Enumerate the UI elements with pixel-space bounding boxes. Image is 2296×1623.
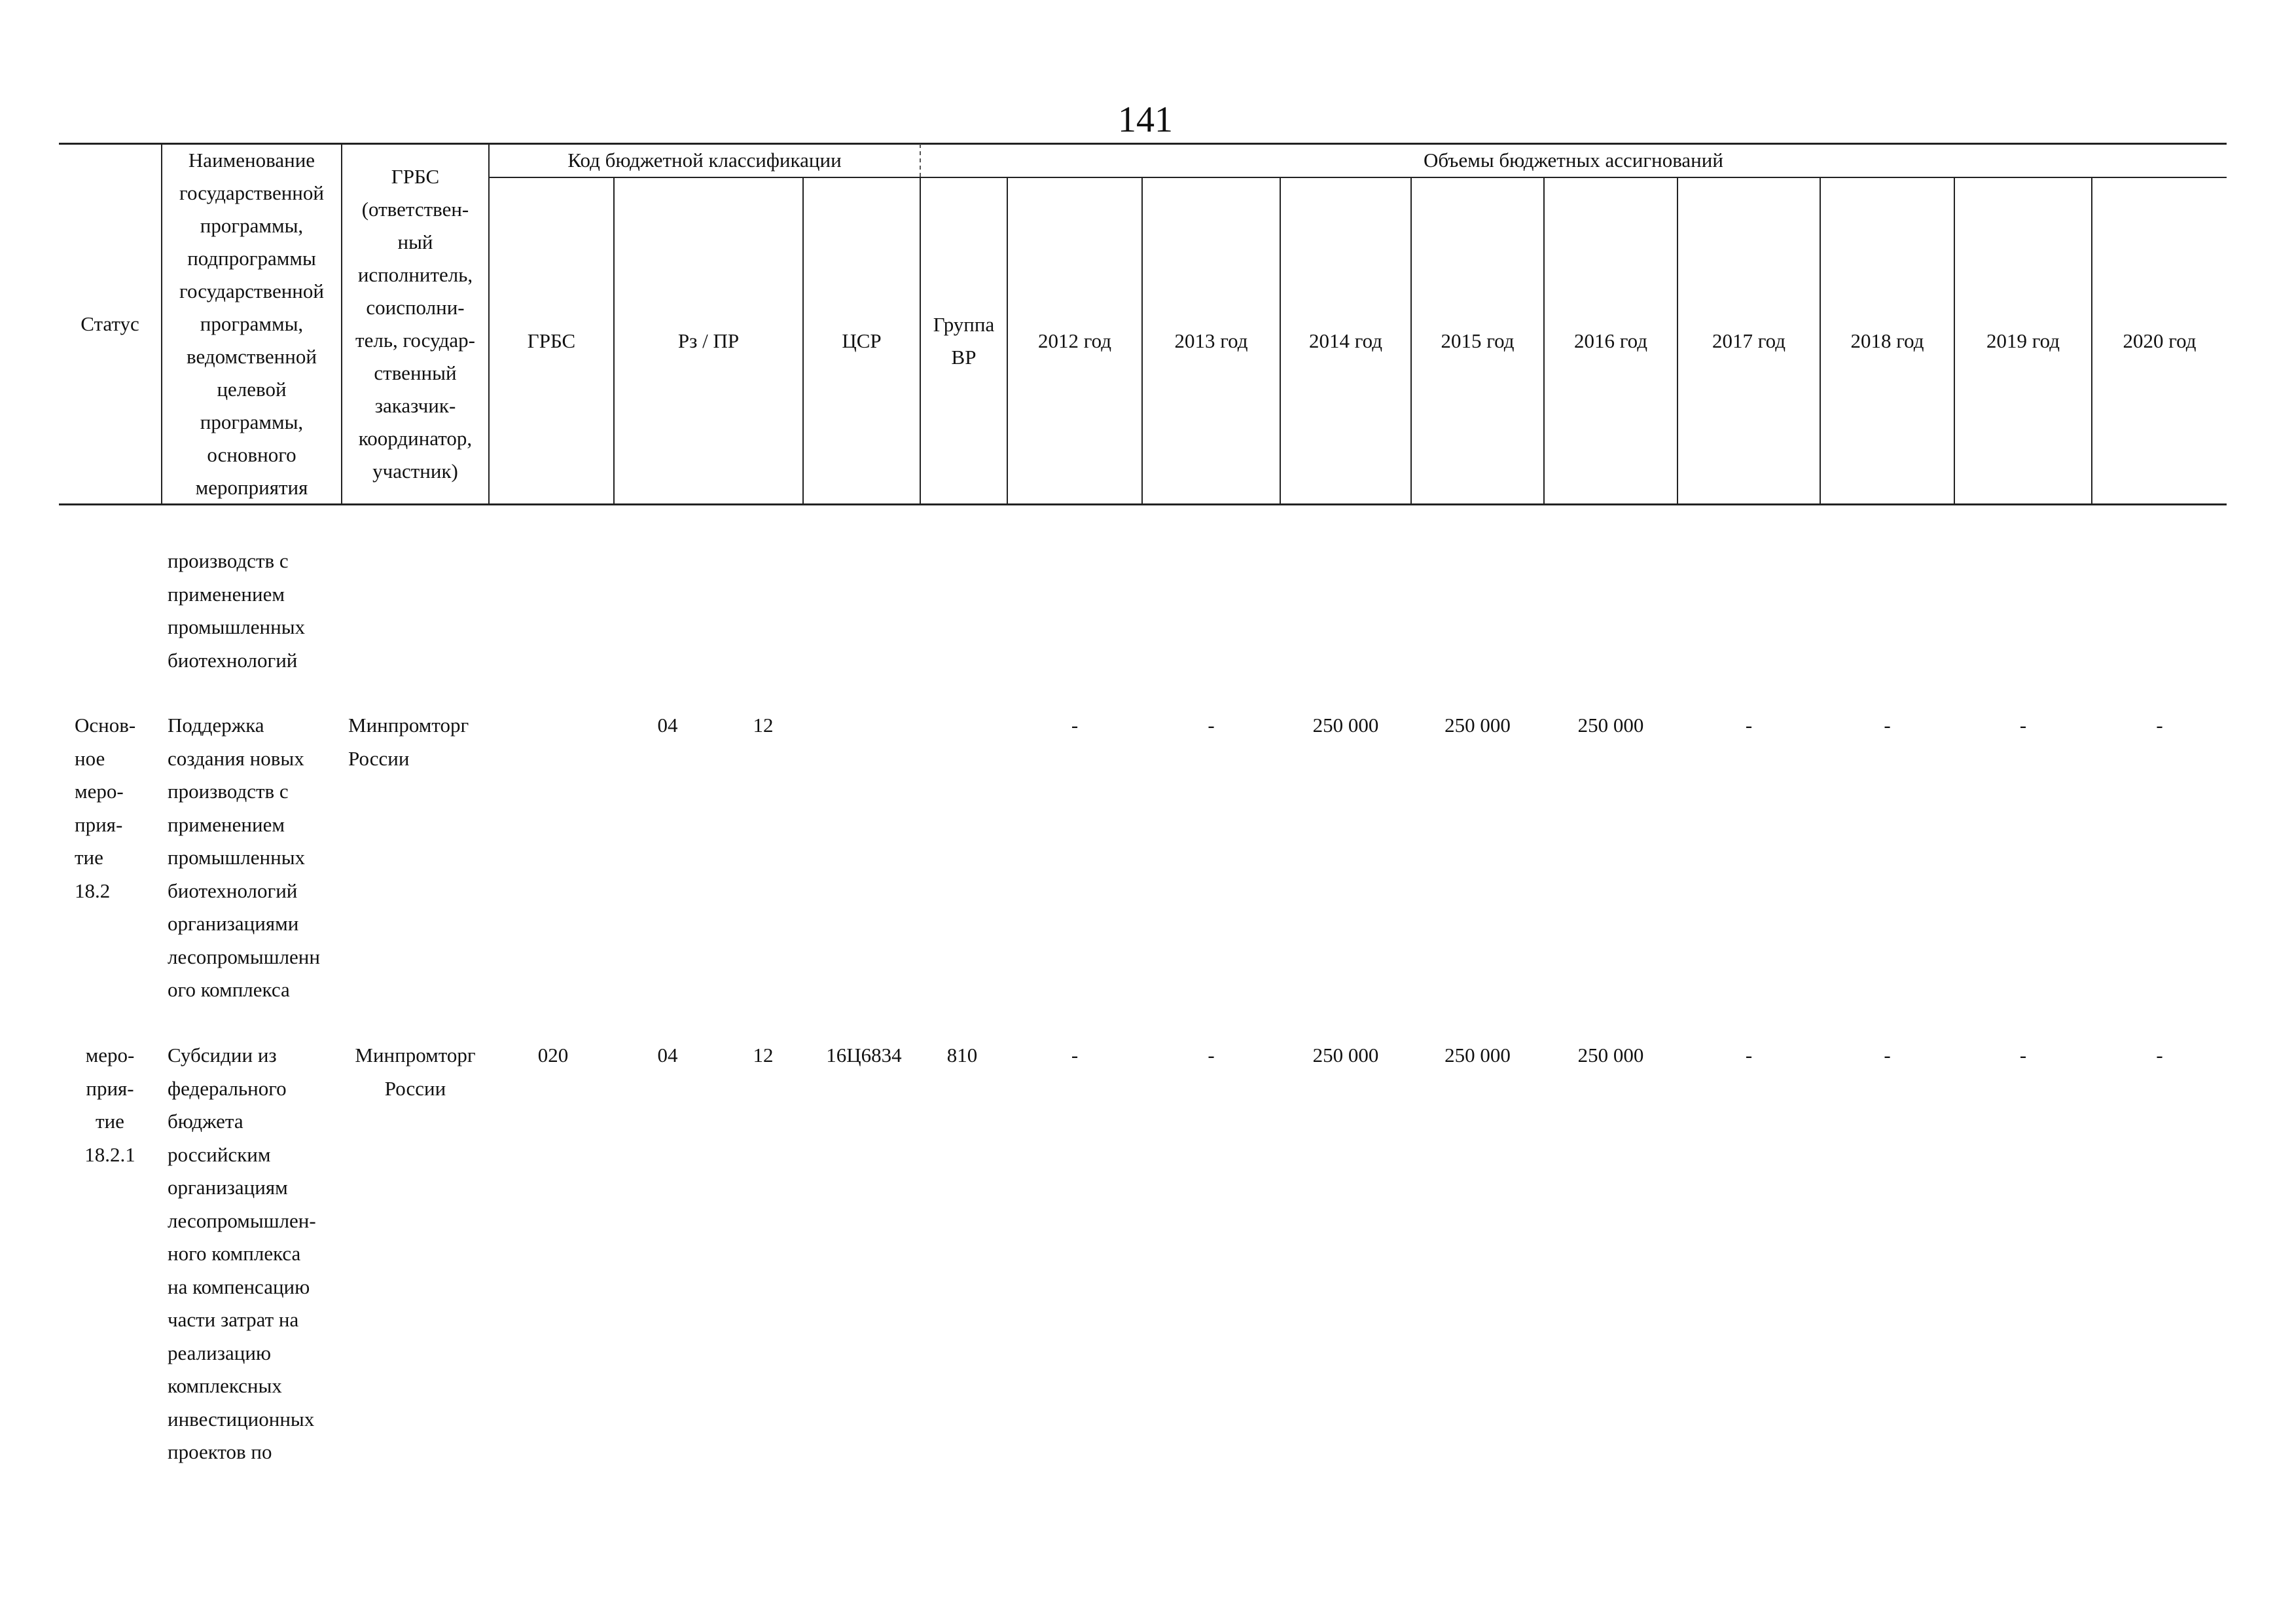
row-grbs-code: 020 — [537, 1044, 569, 1067]
continuation-text: производств с применением промышленных биотехнологий — [168, 549, 306, 672]
header-year-2012: 2012 год — [1037, 329, 1112, 352]
row-value-2020: - — [2156, 1044, 2163, 1067]
row-value-2015: 250 000 — [1444, 714, 1511, 737]
row-vr-code: 810 — [946, 1044, 978, 1067]
row-value-2018: - — [1884, 714, 1891, 737]
row-value-2016: 250 000 — [1577, 1044, 1644, 1067]
header-year-2014: 2014 год — [1308, 329, 1383, 352]
header-budget-code-group: Код бюджетной классификации — [567, 149, 842, 172]
header-vr-group: Группа ВР — [933, 312, 995, 369]
row-program-name: Субсидии из федерального бюджета российским организациям лесопромышлен- ного комплекса на компенсацию части затрат на реализацию комплексных инвестиционных проектов по — [168, 1044, 316, 1463]
header-year-2015: 2015 год — [1441, 329, 1515, 352]
row-value-2019: - — [2019, 714, 2027, 737]
header-rz-pr: Рз / ПР — [677, 329, 740, 352]
header-status: Статус — [81, 312, 139, 335]
row-value-2019: - — [2019, 1044, 2027, 1067]
header-year-2018: 2018 год — [1850, 329, 1924, 352]
row-pr-code: 12 — [753, 714, 774, 737]
row-rz-code: 04 — [657, 1044, 678, 1067]
header-grbs: ГРБС — [527, 329, 576, 352]
row-csr-code: 16Ц6834 — [826, 1044, 902, 1067]
header-year-2020: 2020 год — [2123, 329, 2197, 352]
row-status: Основ- ное меро- прия- тие 18.2 — [75, 714, 136, 902]
row-value-2014: 250 000 — [1312, 1044, 1379, 1067]
page-number: 141 — [1118, 100, 1173, 140]
row-value-2013: - — [1208, 714, 1215, 737]
row-grbs-name: Минпромторг России — [348, 714, 469, 770]
row-pr-code: 12 — [753, 1044, 774, 1067]
header-grbs-role: ГРБС (ответствен- ный исполнитель, соисполни- тель, государ- ственный заказчик- координатор, участник) — [355, 164, 475, 483]
row-value-2015: 250 000 — [1444, 1044, 1511, 1067]
row-value-2020: - — [2156, 714, 2163, 737]
header-year-2013: 2013 год — [1174, 329, 1248, 352]
header-csr: ЦСР — [842, 329, 882, 352]
row-value-2017: - — [1745, 714, 1753, 737]
header-volumes-group: Объемы бюджетных ассигнований — [1424, 149, 1723, 172]
header-year-2017: 2017 год — [1712, 329, 1786, 352]
row-rz-code: 04 — [657, 714, 678, 737]
row-value-2017: - — [1745, 1044, 1753, 1067]
header-program-name: Наименование государственной программы, подпрограммы государственной программы, ведомственной целевой программы, основного мероприятия — [179, 148, 324, 499]
header-year-2016: 2016 год — [1573, 329, 1648, 352]
row-value-2018: - — [1884, 1044, 1891, 1067]
row-program-name: Поддержка создания новых производств с применением промышленных биотехнологий организациями лесопромышленн ого комплекса — [168, 714, 320, 1001]
row-value-2014: 250 000 — [1312, 714, 1379, 737]
row-value-2012: - — [1071, 1044, 1079, 1067]
row-status: меро- прия- тие 18.2.1 — [84, 1044, 135, 1166]
row-grbs-name: Минпромторг России — [355, 1044, 476, 1100]
row-value-2016: 250 000 — [1577, 714, 1644, 737]
row-value-2012: - — [1071, 714, 1079, 737]
row-value-2013: - — [1208, 1044, 1215, 1067]
header-year-2019: 2019 год — [1986, 329, 2060, 352]
header-bottom-border — [59, 503, 2227, 505]
